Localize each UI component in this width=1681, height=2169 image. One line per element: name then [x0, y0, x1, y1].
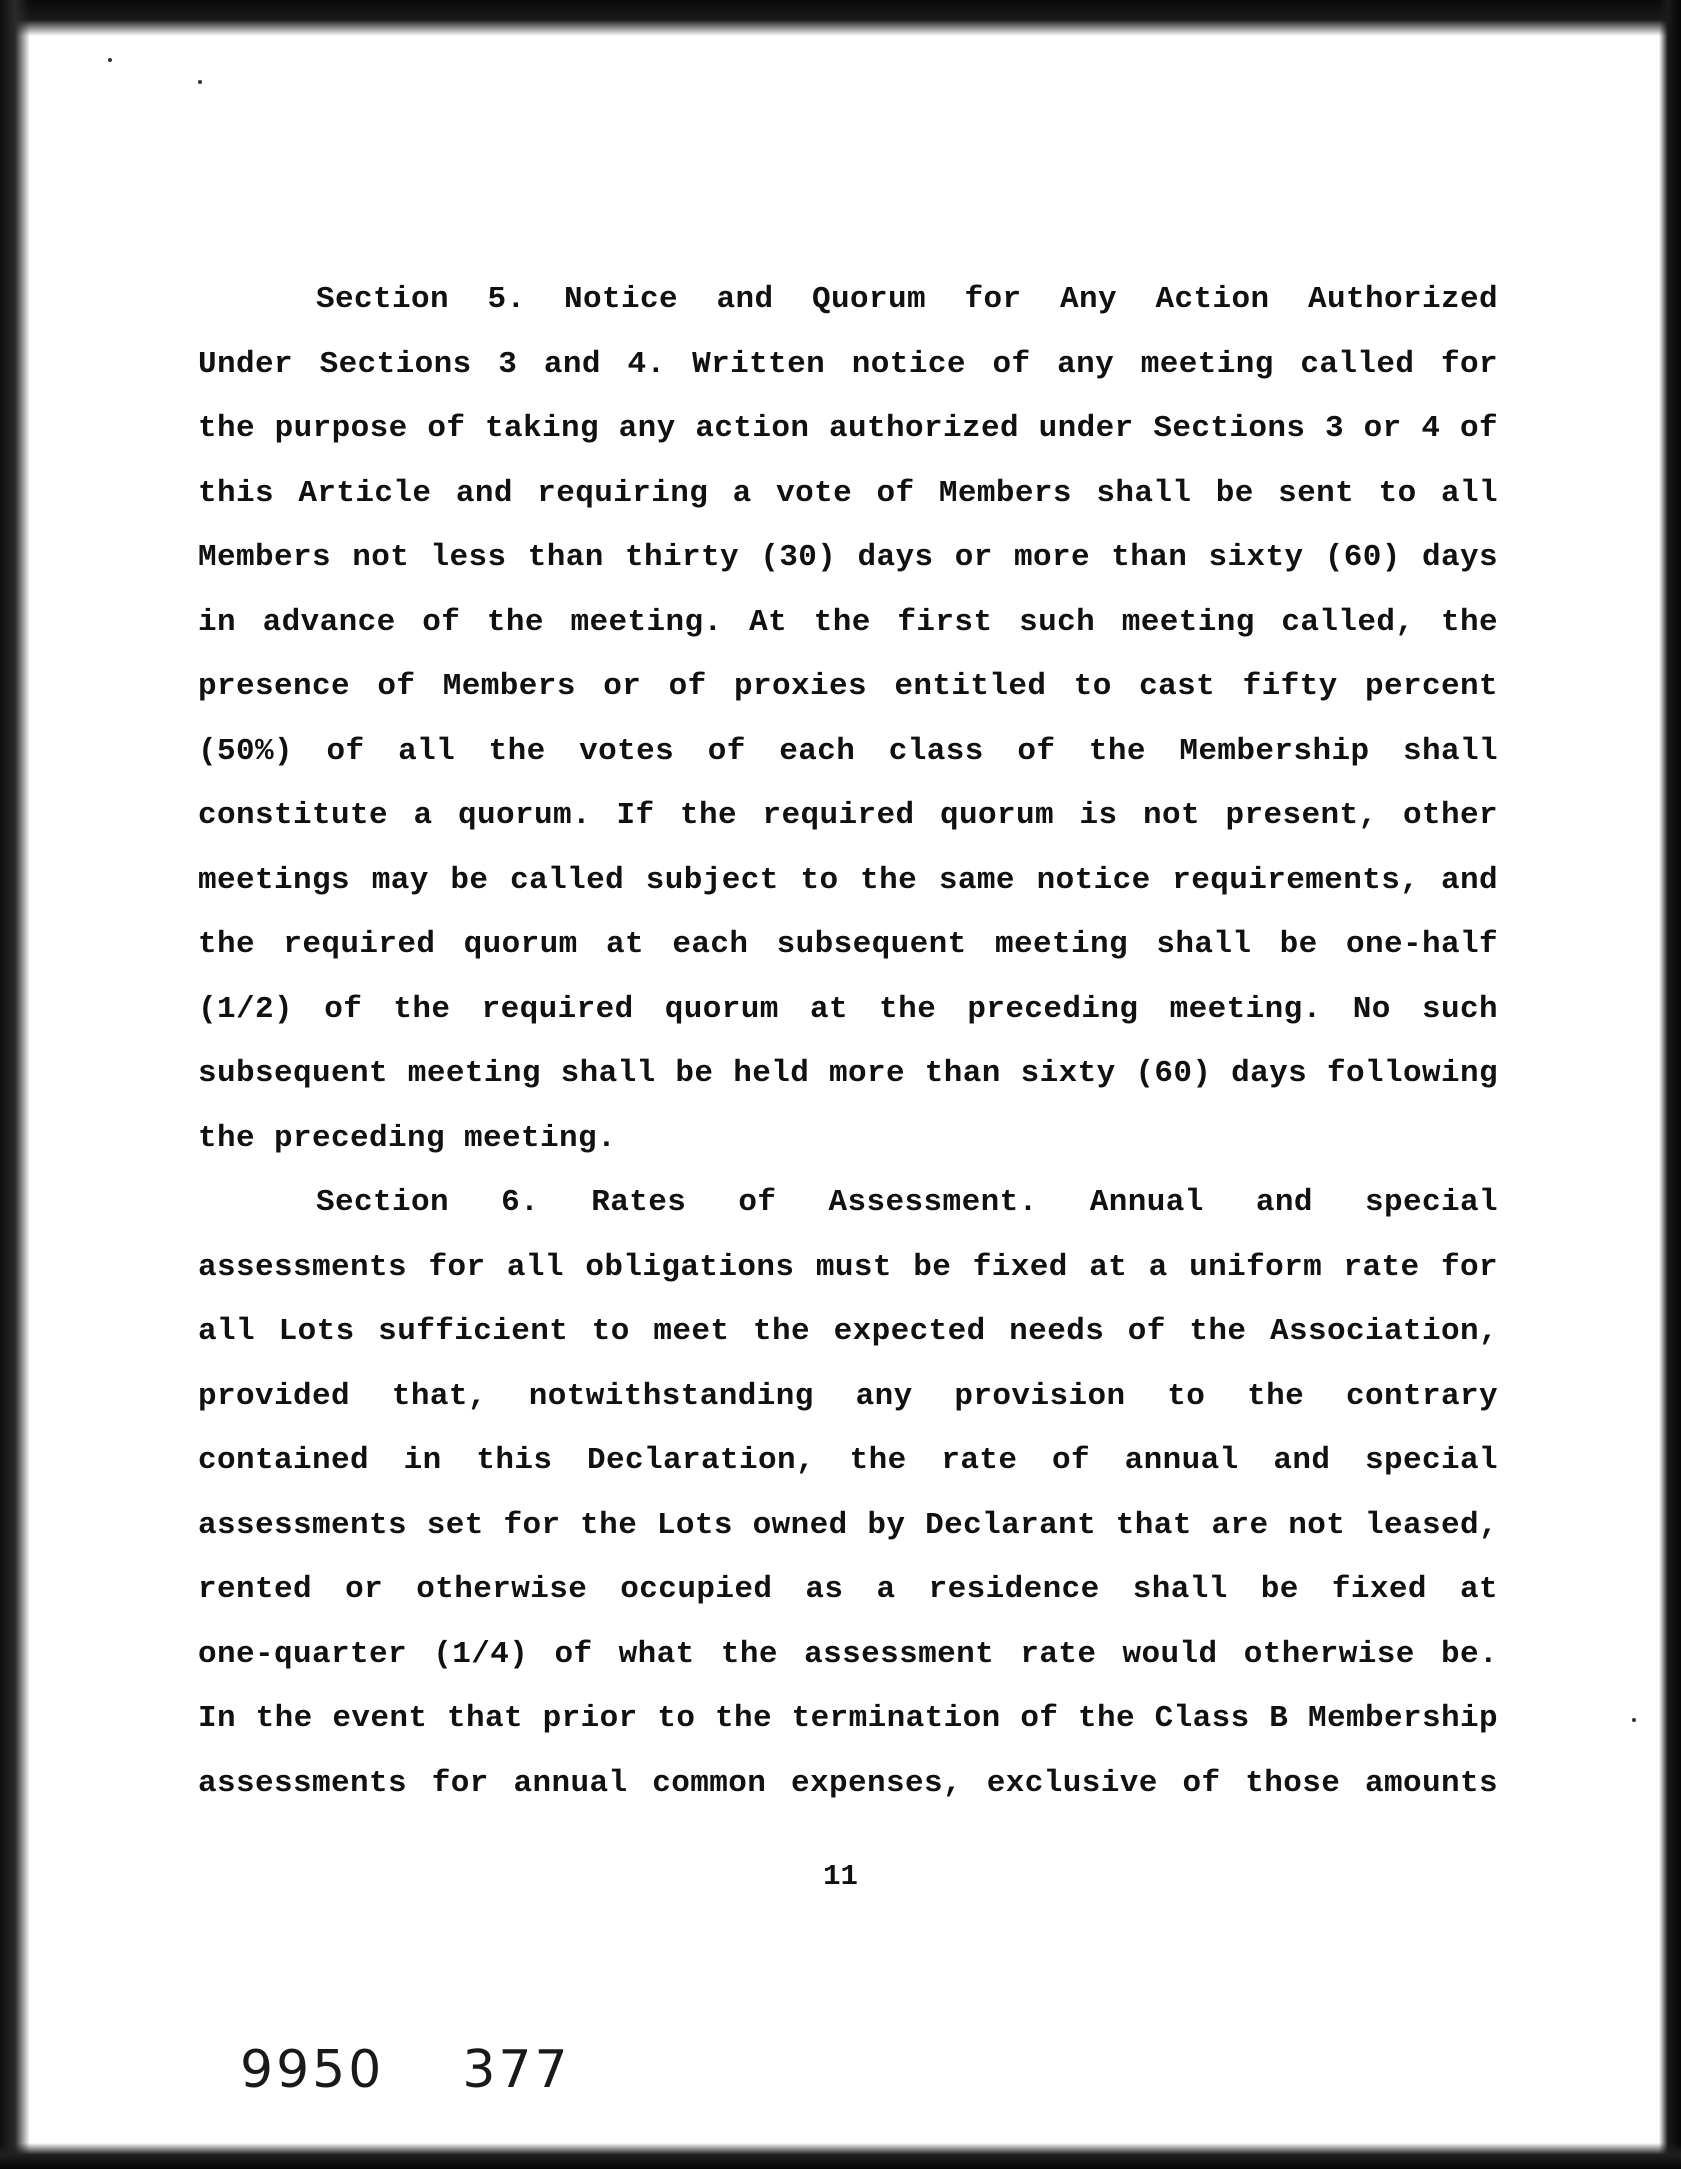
scan-speck	[1632, 1718, 1636, 1722]
text-line: Members not less than thirty (30) days or more than sixty (60) days	[198, 540, 1498, 575]
text-line: In the event that prior to the termination of the Class B Membership	[198, 1701, 1498, 1736]
text-line: provided that, notwithstanding any provision to the contrary	[198, 1378, 1498, 1414]
scan-edge-left	[0, 0, 30, 2169]
text-line: Under Sections 3 and 4. Written notice of any meeting called for	[198, 346, 1498, 382]
section-5-paragraph	[198, 268, 1498, 1171]
text-line: the required quorum at each subsequent meeting shall be one-half	[198, 927, 1498, 962]
text-line: this Article and requiring a vote of Members shall be sent to all	[198, 475, 1498, 511]
text-line: in advance of the meeting. At the first such meeting called, the	[198, 604, 1498, 640]
scan-edge-bottom	[0, 2143, 1681, 2169]
section-6-paragraph	[198, 1171, 1498, 1816]
scan-edge-right	[1659, 0, 1681, 2169]
text-line: assessments for annual common expenses, exclusive of those amounts	[198, 1765, 1498, 1801]
text-line: constitute a quorum. If the required quorum is not present, other	[198, 798, 1498, 833]
text-line: Section 5. Notice and Quorum for Any Action Authorized	[316, 282, 1498, 317]
page-number: 11	[823, 1860, 858, 1893]
text-line: all Lots sufficient to meet the expected needs of the Association,	[198, 1314, 1498, 1349]
text-line: presence of Members or of proxies entitled to cast fifty percent	[198, 669, 1498, 704]
stamp-book-number: 9950	[240, 2040, 385, 2100]
scan-edge-top	[0, 0, 1681, 36]
stamp-page-number: 377	[462, 2040, 571, 2100]
text-line: assessments set for the Lots owned by Declarant that are not leased,	[198, 1507, 1498, 1543]
text-line: the purpose of taking any action authorized under Sections 3 or 4 of	[198, 411, 1498, 446]
text-line: the preceding meeting.	[198, 1120, 617, 1156]
document-body	[198, 268, 1498, 1816]
document-stamp	[240, 2040, 571, 2100]
text-line: meetings may be called subject to the same notice requirements, and	[198, 862, 1498, 898]
scan-speck	[198, 80, 202, 84]
text-line: (50%) of all the votes of each class of the Membership shall	[198, 733, 1498, 769]
text-line: assessments for all obligations must be fixed at a uniform rate for	[198, 1249, 1498, 1285]
text-line: contained in this Declaration, the rate of annual and special	[198, 1443, 1498, 1478]
text-line: (1/2) of the required quorum at the preceding meeting. No such	[198, 991, 1498, 1027]
text-line: one-quarter (1/4) of what the assessment rate would otherwise be.	[198, 1636, 1498, 1672]
text-line: subsequent meeting shall be held more than sixty (60) days following	[198, 1056, 1498, 1091]
text-line: rented or otherwise occupied as a residence shall be fixed at	[198, 1572, 1498, 1607]
scan-speck	[108, 58, 112, 62]
text-line: Section 6. Rates of Assessment. Annual and special	[316, 1185, 1498, 1220]
